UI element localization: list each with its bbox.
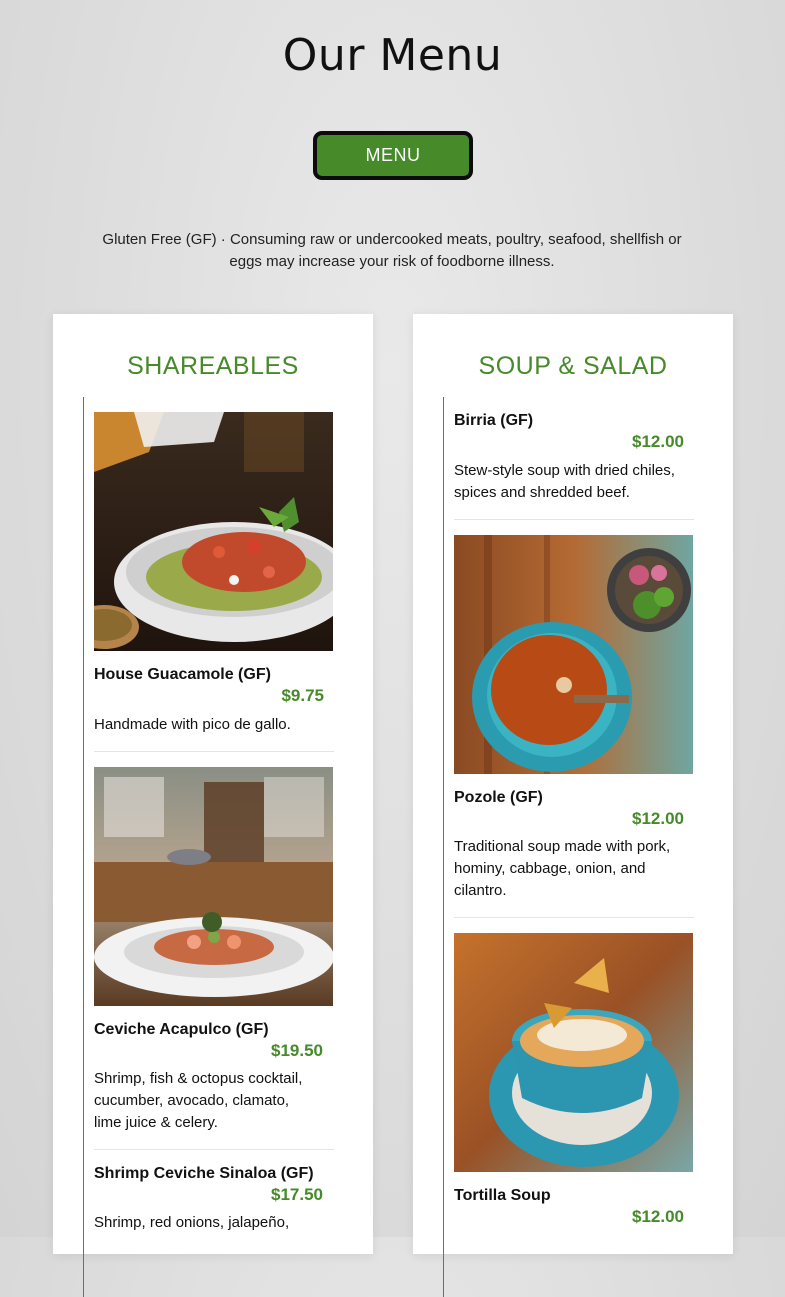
- section-title-soup-salad: SOUP & SALAD: [478, 352, 668, 380]
- menu-item-description: Shrimp, fish & octopus cocktail, cucumber, avocado, clamato, lime juice & celery.: [94, 1070, 303, 1131]
- shareables-card: [53, 314, 373, 1254]
- soup-salad-card: [413, 314, 733, 1254]
- menu-item-price: $9.75: [281, 686, 324, 705]
- menu-button[interactable]: MENU: [313, 131, 473, 180]
- menu-item-name: House Guacamole (GF): [94, 666, 271, 683]
- allergen-notice: Gluten Free (GF) · Consuming raw or undercooked meats, poultry, seafood, shellfish or eggs may increase your risk of foodborne illness.: [102, 231, 682, 270]
- item-separator: [94, 751, 334, 752]
- section-divider-line: [443, 397, 444, 1297]
- menu-item-price: $12.00: [632, 1207, 684, 1226]
- ceviche-acapulco-photo: [94, 767, 333, 1006]
- menu-item-price: $17.50: [271, 1185, 323, 1204]
- menu-item-price: $12.00: [632, 809, 684, 828]
- item-separator: [454, 917, 694, 918]
- guacamole-photo: [94, 412, 333, 651]
- section-title-shareables: SHAREABLES: [127, 352, 299, 380]
- menu-item-description: Traditional soup made with pork, hominy, cabbage, onion, and cilantro.: [454, 838, 671, 899]
- page-title: Our Menu: [282, 30, 503, 81]
- menu-item-name: Pozole (GF): [454, 789, 543, 806]
- menu-item-description: Handmade with pico de gallo.: [94, 716, 291, 733]
- menu-item-name: Tortilla Soup: [454, 1187, 551, 1204]
- menu-item-name: Shrimp Ceviche Sinaloa (GF): [94, 1165, 314, 1182]
- item-separator: [454, 519, 694, 520]
- menu-item-description: Stew-style soup with dried chiles, spices and shredded beef.: [454, 462, 675, 501]
- section-divider-line: [83, 397, 84, 1297]
- menu-item-name: Ceviche Acapulco (GF): [94, 1021, 269, 1038]
- menu-item-name: Birria (GF): [454, 412, 534, 429]
- pozole-photo: [454, 535, 693, 774]
- tortilla-soup-photo: [454, 933, 693, 1172]
- menu-item-description: Shrimp, red onions, jalapeño,: [94, 1214, 290, 1231]
- menu-item-price: $19.50: [271, 1041, 323, 1060]
- item-separator: [94, 1149, 334, 1150]
- menu-item-price: $12.00: [632, 432, 684, 451]
